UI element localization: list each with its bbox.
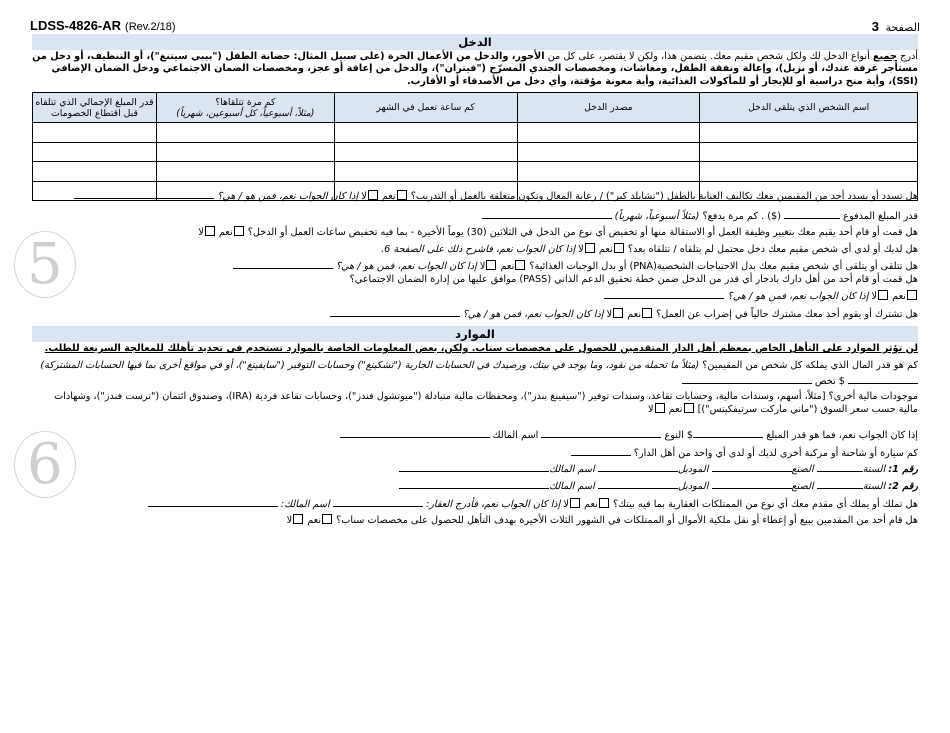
table-row (33, 123, 918, 143)
childcare-frequency-field[interactable] (482, 209, 612, 219)
question-childcare: هل تسدد أو يسدد أحد من المقيمين معك تكاليف العناية بالطفل ("تشايلد كير") / رعاية المعال وتكون متعلقة بالعمل أو التدريب؟ نعم لا إذا كان الجواب نعم، فمن هو / هي؟ (32, 189, 918, 203)
financial-yes-checkbox[interactable] (684, 403, 694, 413)
strike-yes-checkbox[interactable] (642, 308, 652, 318)
vehicle1-model-field[interactable] (598, 462, 678, 472)
table-row (33, 142, 918, 162)
pass-no-checkbox[interactable] (878, 290, 888, 300)
hours-field[interactable] (334, 142, 517, 162)
job-change-no-checkbox[interactable] (205, 226, 215, 236)
childcare-amount-field[interactable] (784, 209, 840, 219)
question-expected-income: هل لديك أو لدى أي شخص مقيم معك دخل محتمل لم يتلقاه / تتلقاه بعد؟ نعم لا إذا كان الجواب نعم، فاشرح ذلك على الصفحة 6. (381, 244, 918, 255)
cash-amount-field[interactable] (848, 374, 918, 384)
resources-intro: لن تؤثر الموارد على التأهل الخاص بمعظم أهل الدار المتقدمين للحصول على مخصصات سناب. ولكن، بعض المعلومات الخاصة بالموارد تستخدم في تحديد تأهلك للمعالجة السريعة للطلب. (44, 343, 918, 354)
question-property: هل تملك أو يملك أي مقدم معك أي نوع من الممتلكات العقارية بما فيه بيتك؟ نعم لا إذا كان الجواب نعم، فأدرج العقار: اسم المالك: (32, 497, 918, 511)
childcare-who-field[interactable] (74, 189, 214, 199)
question-vehicles: كم سيارة أو شاحنة أو مركبة أخرى لديك أو لدى أي واحد من أهل الدار؟ (32, 446, 918, 460)
col-hours-per-month: كم ساعة تعمل في الشهر (334, 93, 517, 123)
col-frequency: كم مرة تتلقاها؟ (مثلاً، أسبوعياً، كل أسبوعين، شهرياً) (156, 93, 334, 123)
childcare-no-checkbox[interactable] (368, 190, 378, 200)
question-strike: هل تشترك أو يقوم أحد معك مشترك حالياً في إضراب عن العمل؟ نعم لا إذا كان الجواب نعم، فمن هو / هي؟ (32, 307, 918, 321)
transfer-no-checkbox[interactable] (293, 514, 303, 524)
col-income-source: مصدر الدخل (517, 93, 700, 123)
cash-owner-field[interactable] (682, 374, 812, 384)
hours-field[interactable] (334, 162, 517, 182)
question-job-change: هل قمت أو قام أحد يقيم معك بتغيير وظيفة العمل أو الاستقالة منها أو تخفيض أي نوع من الدخل في الثلاثين (30) يوماً الأخيرة - بما فيه تخفيض ساعات العمل أو الدخل؟ نعم لا (198, 227, 918, 238)
frequency-hint: (مثلاً، أسبوعياً، كل أسبوعين، شهرياً) (176, 107, 315, 119)
financial-type-field[interactable] (541, 428, 661, 438)
pna-yes-checkbox[interactable] (515, 260, 525, 270)
vehicle1-owner-field[interactable] (399, 462, 549, 472)
income-source-field[interactable] (517, 142, 700, 162)
pass-answer-row: نعم لا إذا كان الجواب نعم، فمن هو / هي؟ (32, 289, 918, 303)
childcare-amount-row: قدر المبلغ المدفوع ($) . كم مرة يدفع؟ (مثلاً أسبوعياً، شهرياً) (32, 209, 918, 223)
vehicle-count-field[interactable] (571, 446, 631, 456)
question-financial-assets: موجودات مالية أخرى؟ [مثلاً، أسهم، وسندات مالية، وحسابات تقاعد، وسندات توفير ("سيفينغ بندز")، ومحفظات مالية متبادلة ("ميوتشول فندز")، وحسابات تقاعد فردية (IRA)، وصندوق ائتمان ("ترست فندز")، وشهادات مالية حسب سعر السوق ("ماني ماركت سرتيفكيتس")] نعم لا (54, 391, 918, 416)
strike-no-checkbox[interactable] (613, 308, 623, 318)
gross-amount-field[interactable] (33, 162, 157, 182)
question-cash: كم هو قدر المال الذي يملكه كل شخص من المقيمين؟ (مثلاً ما تحمله من نقود، وما يوجد في بيتك، ورصيدك في الحسابات الجارية ("تشكينغ") وحسابات التوفير ("سايفينغ")، أو في مواقع أخرى بما فيها الحسابات المشتركة) (40, 360, 918, 371)
vehicle2-owner-field[interactable] (399, 479, 549, 489)
page-number: الصفحة 3 (871, 19, 920, 34)
watermark-page-5: 5 (14, 232, 76, 297)
property-address-field[interactable] (333, 497, 423, 507)
frequency-field[interactable] (156, 162, 334, 182)
expected-yes-checkbox[interactable] (614, 243, 624, 253)
hours-field[interactable] (334, 123, 517, 143)
col-recipient-name: اسم الشخص الذي يتلقى الدخل (700, 93, 918, 123)
vehicle1-year-field[interactable] (817, 462, 863, 472)
table-row (33, 162, 918, 182)
question-pass: هل قمت أو قام أحد من أهل دارك بادخار أي قدر من الدخل ضمن خطة تحقيق الدعم الذاتي (PASS) موافق عليها من إدارة الضمان الاجتماعي؟ (349, 274, 918, 285)
vehicle2-make-field[interactable] (712, 479, 792, 489)
transfer-yes-checkbox[interactable] (322, 514, 332, 524)
financial-no-checkbox[interactable] (655, 403, 665, 413)
recipient-name-field[interactable] (700, 123, 918, 143)
form-revision: (Rev.2/18) (125, 21, 176, 33)
property-yes-checkbox[interactable] (599, 498, 609, 508)
frequency-field[interactable] (156, 123, 334, 143)
resources-section-title: الموارد (32, 326, 918, 342)
financial-owner-field[interactable] (340, 428, 490, 438)
recipient-name-field[interactable] (700, 162, 918, 182)
vehicle-row-1: رقم 1: السنة الصنع الموديل اسم المالك (118, 462, 918, 476)
watermark-page-6: 6 (14, 432, 76, 497)
col-gross-amount: قدر المبلغ الإجمالي الذي تتلقاه قبل اقتطاع الخصومات (33, 93, 157, 123)
expected-no-checkbox[interactable] (585, 243, 595, 253)
frequency-field[interactable] (156, 142, 334, 162)
job-change-yes-checkbox[interactable] (234, 226, 244, 236)
vehicle2-year-field[interactable] (817, 479, 863, 489)
income-intro: أدرج جميع أنواع الدخل لك ولكل شخص مقيم معك. يتضمن هذا، ولكن لا يقتصر، على كل من الأجور، والدخل من الأعمال الحرة (على سبيل المثال: حضانة الطفل ("بيبي سيتنغ")، أو التنظيف، أو دخل من مستأجر غرفة عندك، أو نزيل)، وإعالة ونفقة الطفل، ومعاشات، ومخصصات الجندي المسرّح ("فيتران")، والدخل من إعاقة أو عجز، ومخصصات الضمان الاجتماعي ودخل الضمان الإضافي (SSI)، وأية منح دراسية أو للإيجار أو للمأكولات الغذائية، وأية معونة مؤقتة، وأي دخل من الأصدقاء أو الأقارب. (32, 51, 918, 87)
income-table-header (33, 93, 918, 123)
pna-no-checkbox[interactable] (486, 260, 496, 270)
income-table (32, 92, 918, 201)
vehicle2-model-field[interactable] (598, 479, 678, 489)
income-source-field[interactable] (517, 162, 700, 182)
property-no-checkbox[interactable] (570, 498, 580, 508)
vehicle-row-2: رقم 2: السنة الصنع الموديل اسم المالك (118, 479, 918, 493)
financial-amount-field[interactable] (693, 428, 763, 438)
gross-amount-field[interactable] (33, 123, 157, 143)
form-id: LDSS-4826-AR (Rev.2/18) (30, 18, 176, 33)
financial-details-row: إذا كان الجواب نعم، فما هو قدر المبلغ $ النوع اسم المالك (32, 428, 918, 442)
income-section-title: الدخل (32, 34, 918, 50)
question-pna: هل تتلقى أو يتلقى أي شخص مقيم معك بدل الاحتياجات الشخصية(PNA) أو بدل الوجبات الغذائية؟ نعم لا إذا كان الجواب نعم، فمن هو / هي؟ (32, 259, 918, 273)
gross-amount-field[interactable] (33, 142, 157, 162)
pass-yes-checkbox[interactable] (907, 290, 917, 300)
pna-who-field[interactable] (233, 259, 333, 269)
strike-who-field[interactable] (330, 307, 460, 317)
vehicle1-make-field[interactable] (712, 462, 792, 472)
pass-who-field[interactable] (604, 289, 724, 299)
question-transfer: هل قام أحد من المقدمين ببيع أو إعطاء أو نقل ملكية الأموال أو الممتلكات في الشهور الثلاث الأخيرة بهدف التأهل للحصول على مخصصات سناب؟ نعم لا (286, 515, 918, 526)
childcare-yes-checkbox[interactable] (397, 190, 407, 200)
recipient-name-field[interactable] (700, 142, 918, 162)
income-source-field[interactable] (517, 123, 700, 143)
property-owner-field[interactable] (148, 497, 278, 507)
cash-amount-row: $ تخص (32, 374, 918, 388)
